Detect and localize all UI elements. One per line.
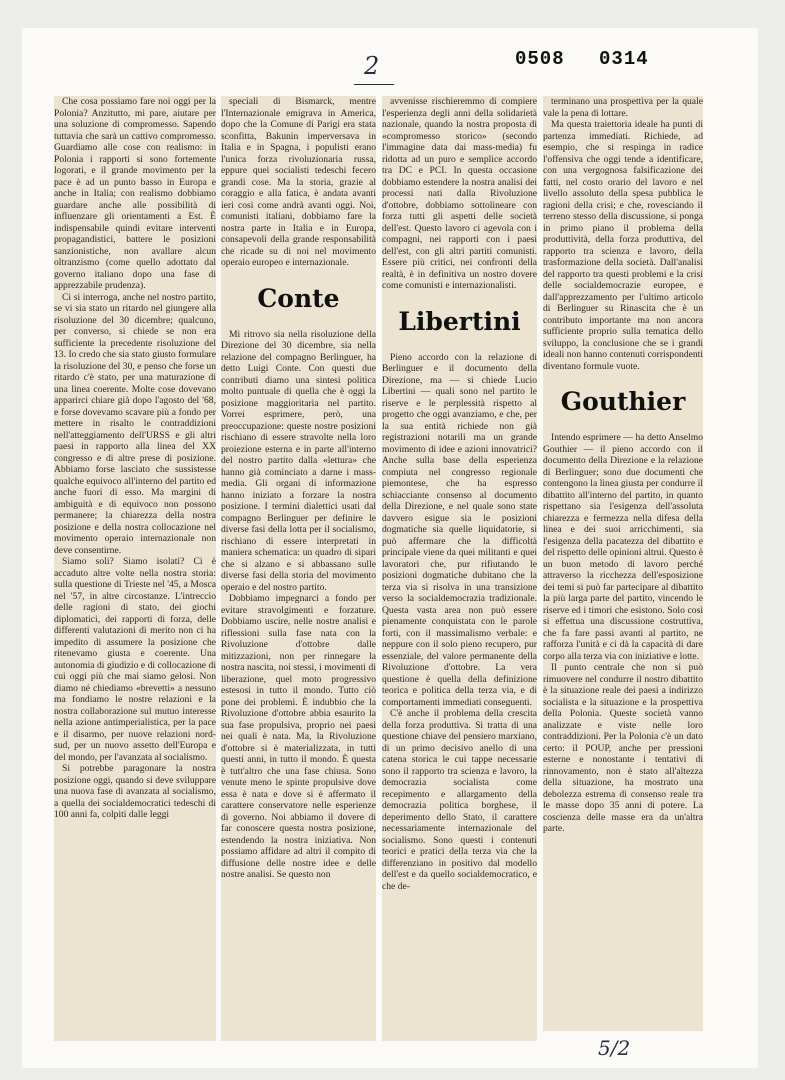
article-paragraph: Pieno accordo con la relazione di Berlinguer e il documento della Direzione, ma — si chiede Lucio Libertini — quali sono nel partito le riserve e le perplessità rispetto al progetto che oggi avanziamo, e che, per la sua entità richiede non già registrazioni notarili ma un grande movimento di idee e azioni innovatrici? Anche sulla base della esperienza compiuta nel congresso regionale piemontese, che ha espresso schiacciante consenso al documento della Direzione, e nel quale sono state davvero esigue sia le posizioni dogmatiche sia quelle liquidatorie, si può affermare che la difficoltà principale viene da quei militanti e quei lavoratori che, pur rifiutando le posizioni dogmatiche dubitano che la terza via si risolva in una transizione verso la socialdemocrazia tradizionale. Questa vasta area non può essere pienamente conquistata con le parole forti, con il massimalismo verbale: e neppure con il solo pieno recupero, pur essenziale, del valore permanente della Rivoluzione d'ottobre. La vera questione è quella della definizione teorica e politica della terza via, e di comportamenti immediati conseguenti.: [382, 351, 537, 708]
article-paragraph: Il punto centrale che non si può rimuovere nel condurre il nostro dibattito è la situazione reale dei paesi a indirizzo socialista e la situazione e la prospettiva della Polonia. Queste società vanno analizzate e viste nelle loro contraddizioni. Per la Polonia c'è un dato certo: il POUP, anche per pressioni esterne e nonostante i tentativi di rinnovamento, non è stato all'altezza della situazione, ha mostrato una debolezza estrema di consenso reale tra le masse dopo 35 anni di potere. La coscienza delle masse era da un'altra parte.: [543, 662, 703, 834]
clipping-column-2: [221, 96, 376, 1041]
clipping-column-4: [543, 96, 703, 1031]
handwritten-underline: [354, 84, 394, 85]
speaker-heading: Conte: [257, 283, 340, 313]
article-paragraph: Ci si interroga, anche nel nostro partito, se vi sia stato un ritardo nel giungere alla risoluzione del 30 dicembre; qualcuno, per converso, si chiede se non era sufficiente la precedente risoluzione del 13. Io credo che sia stato giusto formulare la risoluzione del 30, e penso che forse un ritardo c'è stato, per una maturazione di una linea coerente. Molte cose dovevano apparirci chiare già dopo l'agosto del '68, e forse dovevamo scavare più a fondo per mettere in risalto le contraddizioni nell'atteggiamento dell'URSS e gli altri paesi in rapporto alla linea del XX congresso e di altre prese di posizione. Abbiamo forse lasciato che sussistesse qualche equivoco all'interno del partito ed anche fuori di esso. Ma margini di ambiguità e di equivoco non possono permanere; la chiarezza della nostra posizione e della nostra collocazione nel movimento operaio internazionale non deve consentirne.: [54, 291, 216, 556]
article-paragraph: C'è anche il problema della crescita della forza produttiva. Si tratta di una questione chiave del pensiero marxiano, di un primo decisivo anello di una catena storica le cui tappe necessarie sono il rapporto tra scienza e lavoro, la democrazia socialista come recepimento e allargamento della democrazia politica borghese, il deperimento dello Stato, il carattere necessariamente internazionale del socialismo. Sono questi i contenuti teorici e pratici della terza via che la differenziano in positivo dal modello dell'est e da quello socialdemocratico, e che de-: [382, 708, 537, 892]
article-paragraph: Mi ritrovo sia nella risoluzione della Direzione del 30 dicembre, sia nella relazione del compagno Berlinguer, ha detto Luigi Conte. Con questi due contributi diamo una sintesi politica molto puntuale di quella che è oggi la posizione maggioritaria nel partito. Vorrei esprimere, però, una preoccupazione: queste nostre posizioni rischiano di essere stravolte nella loro proiezione esterna e in parte all'interno del nostro partito dalla «lettura» che hanno già cominciato a darne i mass-media. Gli organi di informazione hanno iniziato a forzare la nostra posizione. I termini dialettici usati dal compagno Berlinguer per definire le diverse fasi della lotta per il socialismo, rischiano di essere interpretati in maniera schematica: un quadro di sipari che si alzano e si abbassano sulle diverse fasi della storia del movimento operaio e del nostro partito.: [221, 328, 376, 593]
speaker-heading: Libertini: [398, 306, 521, 336]
archive-codes: [515, 48, 649, 70]
article-paragraph: Siamo soli? Siamo isolati? Ci è accaduto altre volte nella nostra storia: sulla questione di Trieste nel '45, a Mosca nel '57, in altre circostanze. L'intreccio delle ragioni di stato, dei giochi diplomatici, dei rapporti di forza, delle differenti valutazioni di merito non ci ha impedito di assumere la posizione che ritenevamo giusta e coerente. Una autonomia di giudizio e di collocazione di cui oggi più che mai siamo gelosi. Non diamo né chiediamo «brevetti» a nessuno ma fondiamo le nostre relazioni e la nostra collaborazione sul mutuo interesse nella azione antimperialistica, per la pace e il disarmo, per nuove relazioni nord-sud, per un nuovo assetto dell'Europa e del mondo, per l'avanzata al socialismo.: [54, 556, 216, 763]
article-paragraph: Che cosa possiamo fare noi oggi per la Polonia? Anzitutto, mi pare, aiutare per una soluzione di compromesso. Sapendo tuttavia che sarà un cattivo compromesso. Guardiamo alle cose con realismo: in Polonia i rapporti si sono fortemente logorati, e il grande movimento per la pace è ad un punto basso in Europa e anche in Italia; con realismo dobbiamo guardare anche alle possibilità di influenzare gli orientamenti a Est. È indispensabile quindi evitare interventi propagandistici, battere le posizioni sanzionistiche, non avallare alcun oltranzismo (come quello adottato dal governo italiano dopo una fase di apprezzabile prudenza).: [54, 96, 216, 291]
handwritten-page-fraction: 5/2: [598, 1036, 631, 1060]
article-paragraph: Dobbiamo impegnarci a fondo per evitare stravolgimenti e forzature. Dobbiamo uscire, nelle nostre analisi e riflessioni sulla fase nata con la Rivoluzione d'ottobre dalle mitizzazioni, non per rinnegare la nostra nascita, noi stessi, i movimenti di liberazione, quel moto progressivo estesosi in tutto il mondo. Tutto ciò pone dei problemi. È indubbio che la Rivoluzione d'ottobre abbia esaurito la sua fase propulsiva, proprio nei paesi nei quali è nata. Ma, la Rivoluzione d'ottobre si è materializzata, in tutti questi anni, in tutto il mondo. È questa è tutt'altro che una fase chiusa. Sono venute meno le spinte propulsive dove essa è nata e dove si è affermato il carattere conservatore nelle esperienze di governo. Noi abbiamo il dovere di far conoscere questa nostra posizione, estendendo la nostra iniziativa. Non possiamo affidare ad altri il compito di diffusione delle nostre idee e delle nostre analisi. Se questo non: [221, 593, 376, 880]
article-paragraph: Ma questa traiettoria ideale ha punti di partenza immediati. Richiede, ad esempio, che si respinga in radice l'offensiva che oggi tende a identificare, con una vergognosa falsificazione dei fatti, nel costo orario del lavoro e nel livello assoluto della spesa pubblica le ragioni della crisi; e che, rovesciando il terreno stesso della discussione, si ponga in primo piano il problema della produttività, della forza produttiva, del rapporto tra scienza e lavoro, della trasformazione della società. Dall'analisi del rapporto tra questi problemi e la crisi delle socialdemocrazie europee, e dall'apprezzamento per l'ultimo articolo di Berlinguer su Rinascita che è un contributo importante ma non ancora sufficiente proprio sulla tematica dello sviluppo, la conclusione che se i grandi ideali non hanno contenuti corrispondenti diventano formule vuote.: [543, 119, 703, 372]
archive-code-right: 0314: [599, 48, 649, 70]
speaker-heading: Gouthier: [560, 387, 686, 416]
handwritten-page-mark: 2: [364, 52, 380, 80]
archive-code-left: 0508: [515, 48, 565, 70]
article-paragraph: Intendo esprimere — ha detto Anselmo Gouthier — il pieno accordo con il documento della Direzione e la relazione di Berlinguer; sono due documenti che contengono la linea giusta per condurre il dibattito all'interno del partito, in quanto rispettano sia l'esigenza dell'assoluta chiarezza e fermezza nella difesa della linea e dei suoi arricchimenti, sia l'esigenza della pacatezza del dibattito e del rispetto delle opinioni altrui. Questo è un buon metodo di lavoro perché attraverso la ricchezza dell'esposizione dei temi si può far partecipare al dibattito la più larga parte del partito, vincendo le riserve ed i timori che esistono. Solo così si effettua una discussione costruttiva, che fa fare passi avanti al partito, ne rafforza l'unità e ci dà la capacità di dare corpo alla terza via con iniziative e lotte.: [543, 432, 703, 662]
clipping-column-1: [54, 96, 216, 1041]
article-paragraph: terminano una prospettiva per la quale vale la pena di lottare.: [543, 96, 703, 119]
article-paragraph: avvenisse rischieremmo di compiere l'esperienza degli anni della solidarietà nazionale, quando la nostra proposta di «compromesso storico» (secondo l'immagine data dai mass-media) fu ridotta ad un puro e semplice accordo tra DC e PCI. In questa occasione dobbiamo estendere la nostra analisi dei processi nati dalla Rivoluzione d'ottobre, dobbiamo sottolineare con forza tutti gli aspetti delle società dell'est. Questo lavoro ci agevola con i compagni, nei rapporti con i paesi dell'est, con gli altri partiti comunisti. Essere più critici, nei confronti della realtà, è in definitiva un nostro dovere come comunisti e internazionalisti.: [382, 96, 537, 291]
article-paragraph: Si potrebbe paragonare la nostra posizione oggi, quando si deve sviluppare una nuova fase di avanzata al socialismo, a quella dei socialdemocratici tedeschi di 100 anni fa, colpiti dalle leggi: [54, 763, 216, 820]
article-paragraph: speciali di Bismarck, mentre l'Internazionale emigrava in America, dopo che la Comune di Parigi era stata sconfitta, Bakunin imperversava in Italia e in Spagna, i populisti erano l'unica forza rivoluzionaria russa, eppure quei socialisti tedeschi fecero grandi cose. Ma la storia, grazie al coraggio e alla fatica, è andata avanti ieri così come andrà avanti oggi. Noi, comunisti italiani, dobbiamo fare la nostra parte in Italia e in Europa, consapevoli della grande responsabilità che ricade su di noi nel movimento operaio europeo e internazionale.: [221, 96, 376, 268]
clipping-column-3: [382, 96, 537, 1041]
